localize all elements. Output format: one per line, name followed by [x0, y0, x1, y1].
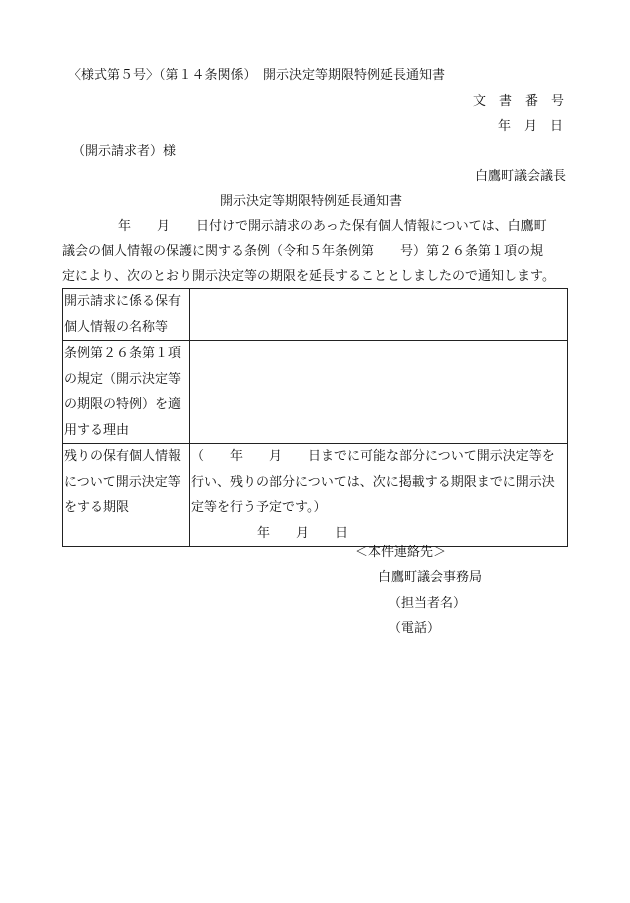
document-number-label: 文 書 番 号	[473, 94, 565, 109]
row-value-info-name	[190, 289, 568, 341]
row-label-deadline: 残りの保有個人情報について開示決定等をする期限	[63, 444, 190, 547]
extension-details-table	[62, 288, 568, 547]
addressee: （開示請求者）様	[72, 144, 177, 159]
body-text-line-2: 議会の個人情報の保護に関する条例（令和５年条例第 号）第２６条第１項の規	[62, 244, 544, 259]
table-row	[63, 444, 568, 547]
row-label-reason: 条例第２６条第１項の規定（開示決定等の期限の特例）を適用する理由	[63, 341, 190, 444]
issue-date-label: 年 月 日	[498, 119, 564, 134]
contact-phone: （電話）	[388, 621, 441, 636]
row-value-reason	[190, 341, 568, 444]
table-row	[63, 289, 568, 341]
form-number-line: 〈様式第５号〉（第１４条関係） 開示決定等期限特例延長通知書	[68, 68, 446, 83]
deadline-date: 年 月 日	[257, 525, 349, 541]
contact-heading: ＜本件連絡先＞	[355, 545, 447, 560]
contact-office: 白鷹町議会事務局	[378, 570, 483, 585]
body-text-line-1: 年 月 日付けで開示請求のあった保有個人情報については、白鷹町	[118, 219, 547, 234]
table-row	[63, 341, 568, 444]
body-text-line-3: 定により、次のとおり開示決定等の期限を延長することとしましたので通知します。	[62, 269, 555, 284]
contact-person: （担当者名）	[388, 596, 467, 611]
document-title: 開示決定等期限特例延長通知書	[220, 194, 403, 209]
deadline-explanation: （ 年 月 日までに可能な部分について開示決定等を行い、残りの部分については、次に掲載する期限までに開示決定等を行う予定です。）	[191, 449, 555, 515]
row-value-deadline	[190, 444, 568, 547]
sender-name: 白鷹町議会議長	[475, 169, 567, 184]
row-label-info-name: 開示請求に係る保有個人情報の名称等	[63, 289, 190, 341]
